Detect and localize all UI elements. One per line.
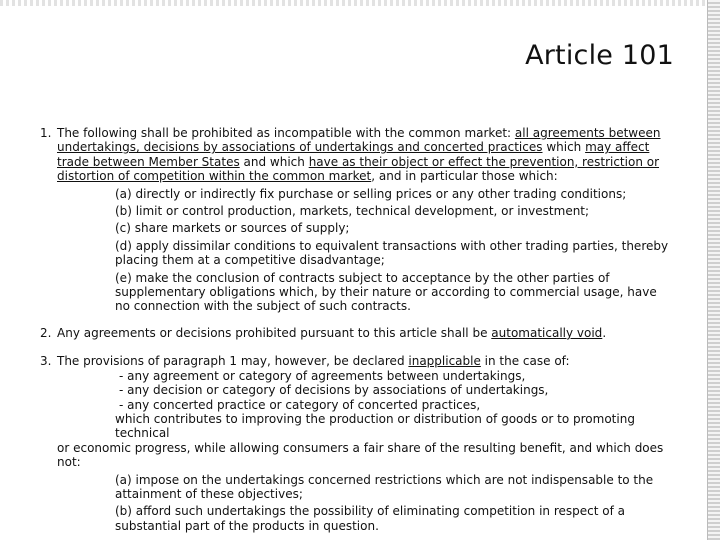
underlined-text: all agreements between undertakings, decisions by associations of undertakings and concerted practices (57, 126, 661, 155)
article-body (40, 126, 672, 533)
paragraph-number: 3. (40, 354, 52, 369)
list-item: (a) impose on the undertakings concerned restrictions which are not indispensable to the attainment of these objectives; (115, 472, 654, 501)
underlined-text: automatically void (491, 325, 603, 340)
text-run: in the case of: (480, 354, 570, 369)
underlined-text: inapplicable (408, 354, 481, 369)
paragraph-2-text (57, 326, 672, 340)
dash-item: - any concerted practice or category of concerted practices, (119, 397, 481, 412)
paragraph-1-text (57, 126, 672, 184)
top-border-texture (0, 0, 720, 6)
right-border-texture (707, 0, 720, 540)
list-item: (a) directly or indirectly fix purchase or selling prices or any other trading conditions; (115, 186, 627, 201)
text-run: , and in particular those which: (371, 169, 558, 184)
text-run: The following shall be prohibited as incompatible with the common market: (57, 126, 515, 140)
list-item: (b) limit or control production, markets, technical development, or investment; (115, 204, 590, 219)
paragraph-number: 1. (40, 126, 52, 140)
paragraph-1 (40, 126, 672, 314)
dash-item: - any agreement or category of agreements between undertakings, (119, 368, 526, 383)
list-item: (c) share markets or sources of supply; (115, 221, 350, 236)
paragraph-number: 2. (40, 325, 52, 340)
paragraph-3 (40, 354, 672, 533)
paragraph-2 (40, 326, 672, 340)
list-item: (d) apply dissimilar conditions to equivalent transactions with other trading parties, thereby placing them at a competitive disadvantage; (115, 238, 669, 268)
slide-title: Article 101 (525, 40, 674, 71)
continuation-line: or economic progress, while allowing consumers a fair share of the resulting benefit, and which does not: (57, 440, 664, 470)
text-run: . (602, 325, 607, 340)
underlined-text: have as their object or effect the prevention, restriction or distortion of competition within the common market (57, 154, 660, 184)
list-item: (b) afford such undertakings the possibility of eliminating competition in respect of a substantial part of the products in question. (115, 504, 625, 533)
text-run: and which (239, 154, 309, 169)
text-run: which (542, 140, 586, 155)
text-run: Any agreements or decisions prohibited pursuant to this article shall be (57, 325, 492, 340)
dash-item: - any decision or category of decisions by associations of undertakings, (119, 383, 549, 398)
underlined-text: may affect trade between Member States (57, 140, 650, 169)
continuation-line: which contributes to improving the production or distribution of goods or to promoting technical (115, 411, 635, 441)
paragraph-3-text (57, 354, 672, 368)
list-item: (e) make the conclusion of contracts subject to acceptance by the other parties of supplementary obligations which, by their nature or according to commercial usage, have no connection with the subject of such contracts. (115, 270, 657, 314)
text-run: The provisions of paragraph 1 may, however, be declared (57, 354, 409, 369)
